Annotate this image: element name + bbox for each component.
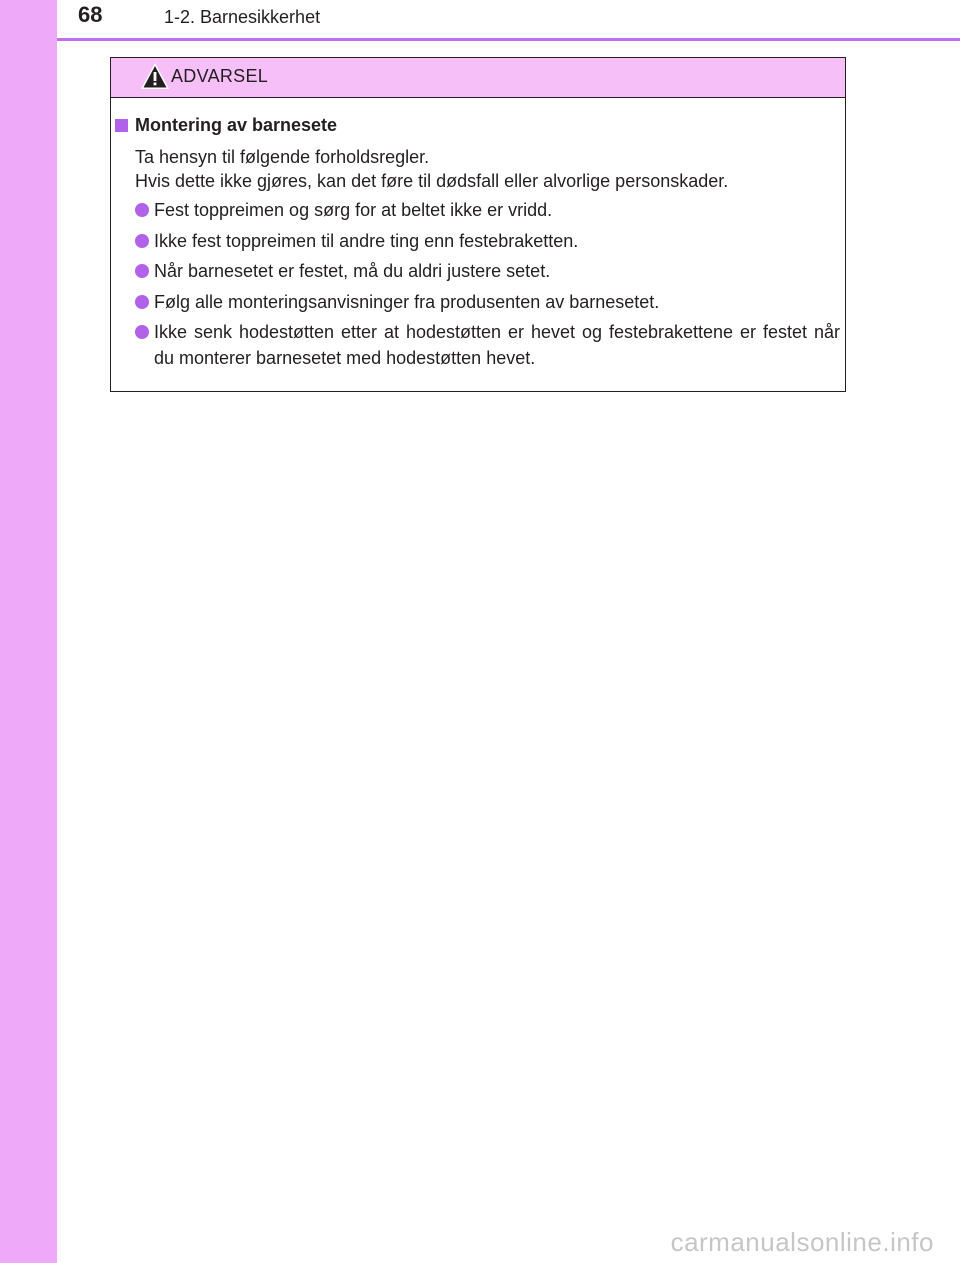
- intro-line-2: Hvis dette ikke gjøres, kan det føre til dødsfall eller alvorlige personskader.: [135, 171, 729, 191]
- intro-line-1: Ta hensyn til følgende forholdsregler.: [135, 147, 430, 167]
- list-item: [135, 258, 840, 284]
- list-item: [135, 197, 840, 223]
- bullet-text: Når barnesetet er festet, må du aldri justere setet.: [154, 261, 551, 281]
- watermark: carmanualsonline.info: [670, 1227, 934, 1257]
- side-strip: [0, 0, 57, 1263]
- bullet-dot-icon: [135, 234, 149, 248]
- list-item: [135, 289, 840, 315]
- warning-label: ADVARSEL: [171, 66, 269, 86]
- warning-content: [110, 57, 846, 392]
- square-bullet-icon: [115, 119, 128, 132]
- warning-subheading: [115, 113, 337, 137]
- list-item: [135, 228, 840, 254]
- bullet-text: Følg alle monteringsanvisninger fra produsenten av barnesetet.: [154, 292, 660, 312]
- subheading-text: Montering av barnesete: [135, 115, 338, 135]
- list-item: [135, 319, 840, 371]
- bullet-dot-icon: [135, 325, 149, 339]
- bullet-text: Ikke fest toppreimen til andre ting enn festebraketten.: [154, 231, 579, 251]
- section-title: 1-2. Barnesikkerhet: [164, 7, 321, 27]
- bullet-dot-icon: [135, 264, 149, 278]
- bullet-dot-icon: [135, 203, 149, 217]
- bullet-text: Fest toppreimen og sørg for at beltet ikke er vridd.: [154, 200, 553, 220]
- bullet-dot-icon: [135, 295, 149, 309]
- page-number: 68: [78, 2, 103, 27]
- header-rule: [57, 38, 960, 41]
- bullet-text: Ikke senk hodestøtten etter at hodestøtten er hevet og festebrakettene er festet når du monterer barnesetet med hodestøtten hevet.: [154, 322, 840, 368]
